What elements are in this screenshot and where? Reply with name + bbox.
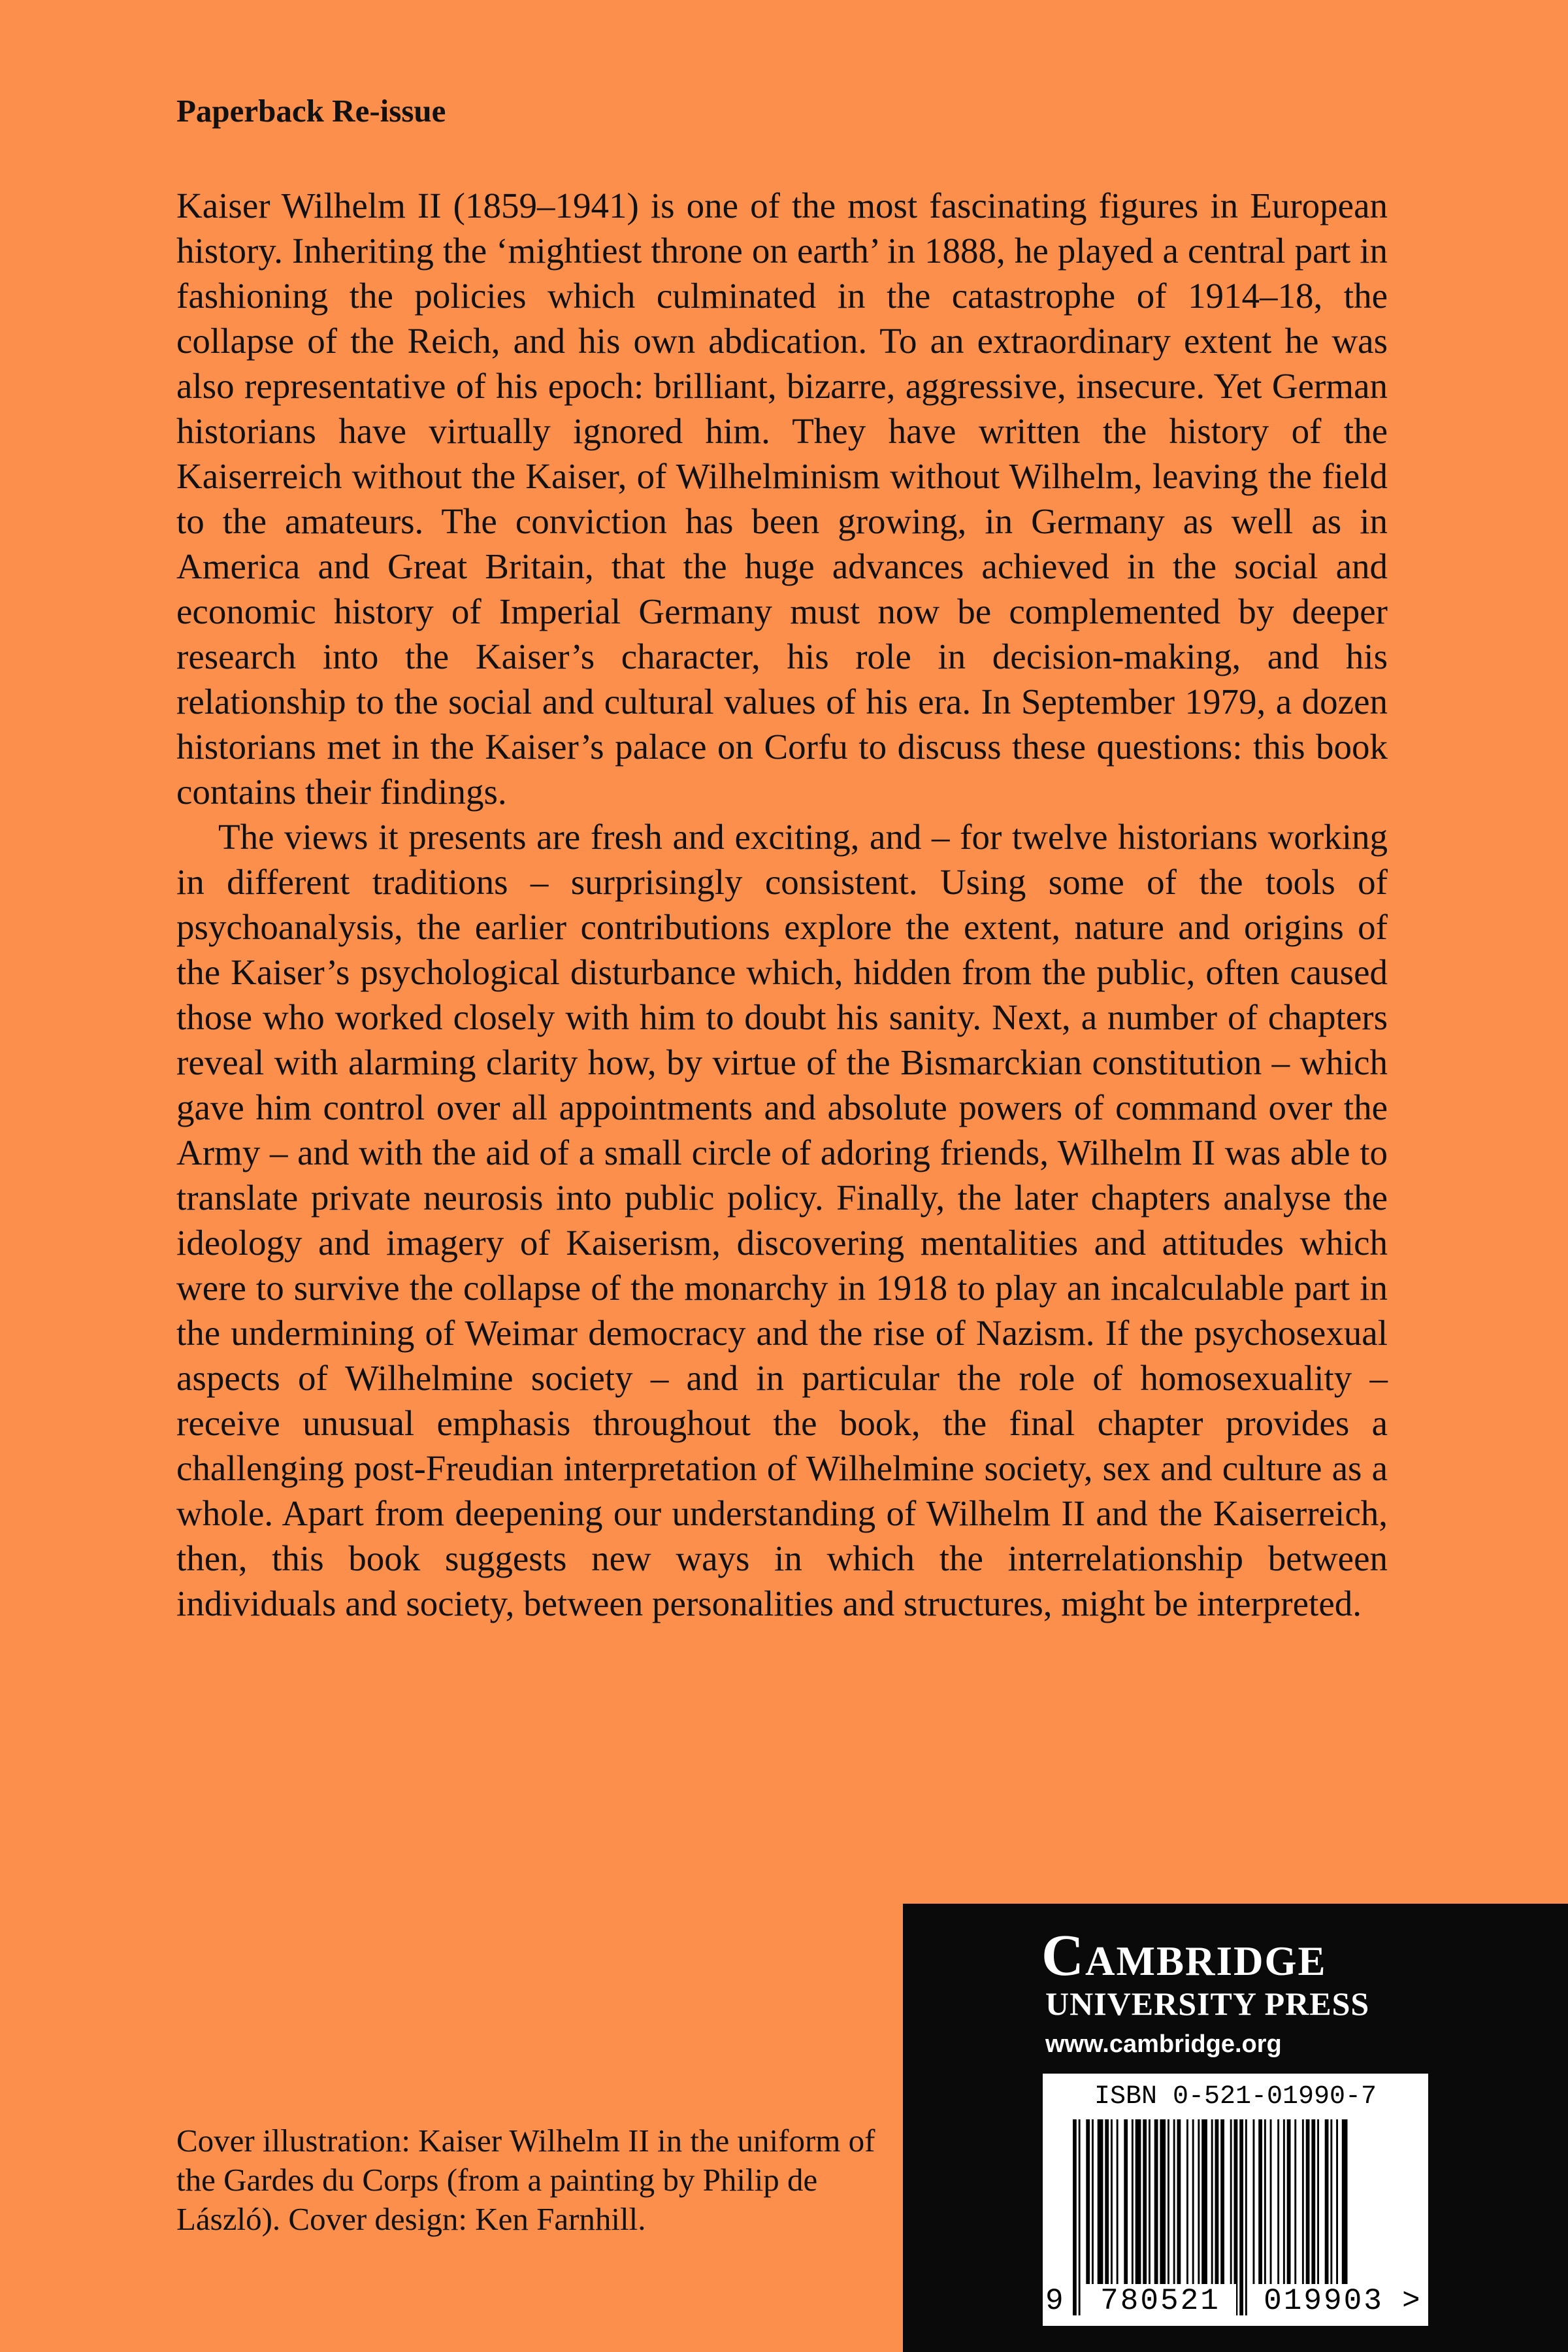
blurb-text (176, 183, 1388, 1626)
blurb-paragraph: The views it presents are fresh and exciting, and – for twelve historians working in different traditions – surprisingly consistent. Using some of the tools of psychoanalysis, the earlier contributions explore the extent, nature and origins of the Kaiser’s psychological disturbance which, hidden from the public, often caused those who worked closely with him to doubt his sanity. Next, a number of chapters reveal with alarming clarity how, by virtue of the Bismarckian constitution – which gave him control over all appointments and absolute powers of command over the Army – and with the aid of a small circle of adoring friends, Wilhelm II was able to translate private neurosis into public policy. Finally, the later chapters analyse the ideology and imagery of Kaiserism, discovering mentalities and attitudes which were to survive the collapse of the monarchy in 1918 to play an incalculable part in the undermining of Weimar democracy and the rise of Nazism. If the psychosexual aspects of Wilhelmine society – and in particular the role of homosexuality – receive unusual emphasis throughout the book, the final chapter provides a challenging post-Freudian interpretation of Wilhelmine society, sex and culture as a whole. Apart from deepening our understanding of Wilhelm II and the Kaiserreich, then, this book suggests new ways in which the interrelationship between individuals and society, between personalities and structures, might be interpreted. (176, 817, 1388, 1623)
barcode-digits-left: 780521 (1085, 2284, 1236, 2318)
barcode-digit-first: 9 (1045, 2284, 1064, 2318)
publisher-panel (903, 1904, 1568, 2352)
isbn-label: ISBN 0-521-01990-7 (1094, 2082, 1377, 2112)
reissue-heading: Paperback Re-issue (176, 93, 446, 129)
barcode-bar (1073, 2119, 1077, 2315)
barcode-digits-right: 019903 (1248, 2284, 1399, 2318)
publisher-website: www.cambridge.org (1045, 2030, 1282, 2058)
barcode-bar (1079, 2119, 1081, 2315)
publisher-logo-name: Cambridge (1041, 1923, 1327, 1988)
blurb-paragraph: Kaiser Wilhelm II (1859–1941) is one of the most fascinating figures in European history. Inheriting the ‘mightiest throne on earth’ in 1888, he played a central part in fashioning the policies which culminated in the catastrophe of 1914–18, the collapse of the Reich, and his own abdication. To an extraordinary extent he was also representative of his epoch: brilliant, bizarre, aggressive, insecure. Yet German historians have virtually ignored him. They have written the history of the Kaiserreich without the Kaiser, of Wilhelminism without Wilhelm, leaving the field to the amateurs. The conviction has been growing, in Germany as well as in America and Great Britain, that the huge advances achieved in the social and economic history of Imperial Germany must now be complemented by deeper research into the Kaiser’s character, his role in decision-making, and his relationship to the social and cultural values of his era. In September 1979, a dozen historians met in the Kaiser’s palace on Corfu to discuss these questions: this book contains their findings. (176, 186, 1388, 812)
isbn-barcode-box (1043, 2074, 1428, 2326)
barcode-bar (1245, 2119, 1247, 2315)
cover-credit: Cover illustration: Kaiser Wilhelm II in the uniform of the Gardes du Corps (from a painting by Philip de László). Cover design: Ken Farnhill. (176, 2123, 875, 2237)
publisher-logo-subtitle: UNIVERSITY PRESS (1045, 1985, 1370, 2022)
barcode-arrow: > (1402, 2284, 1420, 2318)
barcode-bar (1239, 2119, 1243, 2315)
